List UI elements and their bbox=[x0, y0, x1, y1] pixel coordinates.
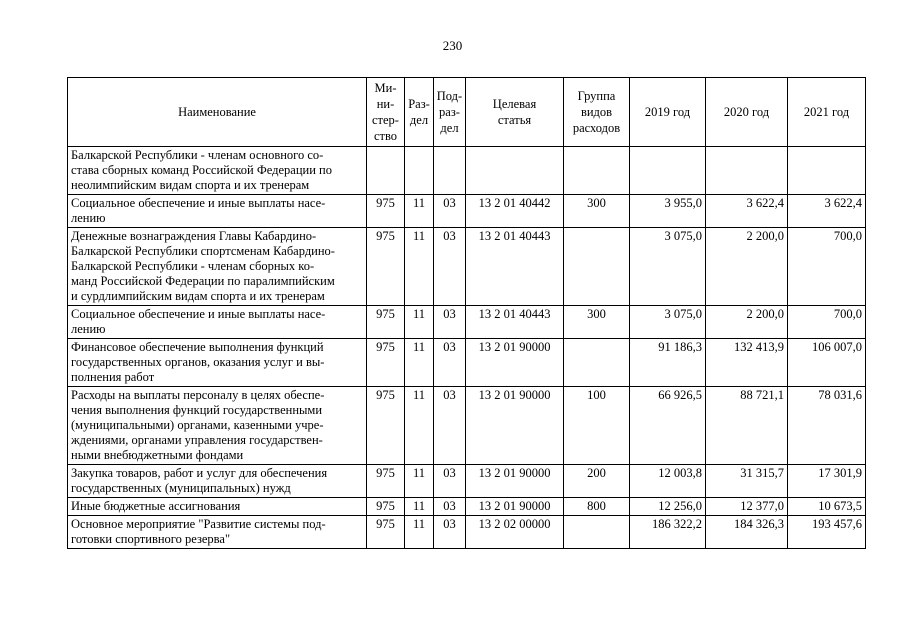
item-name-line: става сборных команд Российской Федерации по bbox=[71, 163, 332, 177]
header-line: 2020 год bbox=[723, 105, 770, 119]
amount-2021-cell: 700,0 bbox=[788, 228, 866, 306]
budget-table bbox=[67, 77, 866, 549]
target-article-cell: 13 2 01 90000 bbox=[466, 465, 564, 498]
section-cell: 11 bbox=[405, 195, 434, 228]
amount-2019-cell: 3 075,0 bbox=[630, 228, 706, 306]
header-line: 2021 год bbox=[803, 105, 850, 119]
ministry-cell: 975 bbox=[367, 498, 405, 516]
amount-2019-cell: 3 075,0 bbox=[630, 306, 706, 339]
expense-group-cell bbox=[564, 339, 630, 387]
subsection-cell: 03 bbox=[434, 228, 466, 306]
item-name-line: Балкарской Республики - членам основного со- bbox=[71, 148, 324, 162]
header-line: расходов bbox=[572, 121, 621, 135]
section-cell: 11 bbox=[405, 306, 434, 339]
header-line: ни- bbox=[376, 97, 395, 111]
table-row bbox=[68, 387, 866, 465]
target-article-cell: 13 2 01 40442 bbox=[466, 195, 564, 228]
header-section bbox=[405, 78, 434, 147]
amount-2021-cell: 106 007,0 bbox=[788, 339, 866, 387]
section-cell: 11 bbox=[405, 339, 434, 387]
item-name-line: ждениями, органами управления государствен- bbox=[71, 433, 323, 447]
subsection-cell: 03 bbox=[434, 498, 466, 516]
header-group bbox=[564, 78, 630, 147]
target-article-cell: 13 2 01 90000 bbox=[466, 339, 564, 387]
item-name-cell bbox=[68, 228, 367, 306]
item-name-line: Балкарской Республики спортсменам Кабардино- bbox=[71, 244, 335, 258]
item-name-line: неолимпийским видам спорта и их тренерам bbox=[71, 178, 310, 192]
expense-group-cell bbox=[564, 516, 630, 549]
header-line: статья bbox=[497, 113, 532, 127]
item-name-line: лению bbox=[71, 322, 106, 336]
amount-2019-cell: 91 186,3 bbox=[630, 339, 706, 387]
header-subsection bbox=[434, 78, 466, 147]
target-article-cell: 13 2 01 40443 bbox=[466, 228, 564, 306]
item-name-line: Балкарской Республики - членам сборных ко- bbox=[71, 259, 315, 273]
item-name-line: Социальное обеспечение и иные выплаты насе- bbox=[71, 196, 326, 210]
expense-group-cell: 300 bbox=[564, 306, 630, 339]
ministry-cell: 975 bbox=[367, 195, 405, 228]
amount-2021-cell: 700,0 bbox=[788, 306, 866, 339]
amount-2021-cell bbox=[788, 147, 866, 195]
header-line: Под- bbox=[436, 89, 463, 103]
subsection-cell: 03 bbox=[434, 195, 466, 228]
header-line: ство bbox=[373, 129, 398, 143]
amount-2021-cell: 78 031,6 bbox=[788, 387, 866, 465]
amount-2020-cell: 2 200,0 bbox=[706, 306, 788, 339]
amount-2020-cell bbox=[706, 147, 788, 195]
header-line: Раз- bbox=[408, 97, 430, 111]
section-cell: 11 bbox=[405, 498, 434, 516]
section-cell bbox=[405, 147, 434, 195]
header-line: Наименование bbox=[178, 105, 256, 119]
subsection-cell bbox=[434, 147, 466, 195]
expense-group-cell: 300 bbox=[564, 195, 630, 228]
item-name-line: Денежные вознаграждения Главы Кабардино- bbox=[71, 229, 317, 243]
table-row bbox=[68, 498, 866, 516]
ministry-cell: 975 bbox=[367, 516, 405, 549]
item-name-cell bbox=[68, 498, 367, 516]
expense-group-cell: 200 bbox=[564, 465, 630, 498]
item-name-cell bbox=[68, 339, 367, 387]
table-row bbox=[68, 516, 866, 549]
table-row bbox=[68, 306, 866, 339]
table-row bbox=[68, 147, 866, 195]
amount-2021-cell: 193 457,6 bbox=[788, 516, 866, 549]
page-number: 230 bbox=[442, 38, 463, 53]
section-cell: 11 bbox=[405, 387, 434, 465]
amount-2020-cell: 88 721,1 bbox=[706, 387, 788, 465]
ministry-cell: 975 bbox=[367, 339, 405, 387]
section-cell: 11 bbox=[405, 465, 434, 498]
header-line: Целевая bbox=[492, 97, 537, 111]
item-name-line: Социальное обеспечение и иные выплаты насе- bbox=[71, 307, 326, 321]
item-name-line: чения выполнения функций государственными bbox=[71, 403, 323, 417]
item-name-cell bbox=[68, 195, 367, 228]
header-line: Группа bbox=[577, 89, 616, 103]
target-article-cell: 13 2 01 40443 bbox=[466, 306, 564, 339]
header-line: стер- bbox=[372, 113, 399, 127]
item-name-line: Иные бюджетные ассигнования bbox=[71, 499, 241, 513]
header-line: Ми- bbox=[374, 81, 397, 95]
target-article-cell: 13 2 01 90000 bbox=[466, 387, 564, 465]
expense-group-cell: 800 bbox=[564, 498, 630, 516]
subsection-cell: 03 bbox=[434, 306, 466, 339]
table-row bbox=[68, 339, 866, 387]
subsection-cell: 03 bbox=[434, 465, 466, 498]
table-body bbox=[68, 147, 866, 549]
item-name-line: Основное мероприятие "Развитие системы под- bbox=[71, 517, 326, 531]
subsection-cell: 03 bbox=[434, 339, 466, 387]
subsection-cell: 03 bbox=[434, 387, 466, 465]
amount-2021-cell: 3 622,4 bbox=[788, 195, 866, 228]
table-row bbox=[68, 195, 866, 228]
header-name bbox=[68, 78, 367, 147]
amount-2021-cell: 10 673,5 bbox=[788, 498, 866, 516]
item-name-line: и сурдлимпийским видам спорта и их тренерам bbox=[71, 289, 325, 303]
item-name-cell bbox=[68, 516, 367, 549]
header-line: 2019 год bbox=[644, 105, 691, 119]
header-line: видов bbox=[580, 105, 613, 119]
item-name-cell bbox=[68, 387, 367, 465]
header-line: дел bbox=[440, 121, 459, 135]
item-name-line: государственных органов, оказания услуг и вы- bbox=[71, 355, 325, 369]
amount-2021-cell: 17 301,9 bbox=[788, 465, 866, 498]
item-name-line: манд Российской Федерации по паралимпийским bbox=[71, 274, 335, 288]
item-name-cell bbox=[68, 147, 367, 195]
ministry-cell bbox=[367, 147, 405, 195]
header-target bbox=[466, 78, 564, 147]
item-name-cell bbox=[68, 306, 367, 339]
header-2020 bbox=[706, 78, 788, 147]
amount-2020-cell: 132 413,9 bbox=[706, 339, 788, 387]
target-article-cell: 13 2 02 00000 bbox=[466, 516, 564, 549]
item-name-line: Финансовое обеспечение выполнения функций bbox=[71, 340, 324, 354]
ministry-cell: 975 bbox=[367, 228, 405, 306]
item-name-cell bbox=[68, 465, 367, 498]
table-row bbox=[68, 228, 866, 306]
ministry-cell: 975 bbox=[367, 465, 405, 498]
expense-group-cell bbox=[564, 228, 630, 306]
table-header-row bbox=[68, 78, 866, 147]
amount-2019-cell: 12 256,0 bbox=[630, 498, 706, 516]
amount-2019-cell: 12 003,8 bbox=[630, 465, 706, 498]
amount-2019-cell: 186 322,2 bbox=[630, 516, 706, 549]
header-line: раз- bbox=[439, 105, 460, 119]
item-name-line: государственных (муниципальных) нужд bbox=[71, 481, 291, 495]
item-name-line: ными внебюджетными фондами bbox=[71, 448, 244, 462]
header-2021 bbox=[788, 78, 866, 147]
amount-2019-cell: 66 926,5 bbox=[630, 387, 706, 465]
subsection-cell: 03 bbox=[434, 516, 466, 549]
section-cell: 11 bbox=[405, 516, 434, 549]
item-name-line: готовки спортивного резерва" bbox=[71, 532, 231, 546]
amount-2020-cell: 2 200,0 bbox=[706, 228, 788, 306]
item-name-line: лению bbox=[71, 211, 106, 225]
amount-2020-cell: 184 326,3 bbox=[706, 516, 788, 549]
ministry-cell: 975 bbox=[367, 387, 405, 465]
header-line: дел bbox=[409, 113, 429, 127]
table-row bbox=[68, 465, 866, 498]
item-name-line: Расходы на выплаты персоналу в целях обеспе- bbox=[71, 388, 325, 402]
header-ministry bbox=[367, 78, 405, 147]
amount-2020-cell: 31 315,7 bbox=[706, 465, 788, 498]
item-name-line: полнения работ bbox=[71, 370, 155, 384]
expense-group-cell: 100 bbox=[564, 387, 630, 465]
item-name-line: Закупка товаров, работ и услуг для обеспечения bbox=[71, 466, 328, 480]
section-cell: 11 bbox=[405, 228, 434, 306]
amount-2020-cell: 3 622,4 bbox=[706, 195, 788, 228]
amount-2019-cell: 3 955,0 bbox=[630, 195, 706, 228]
header-2019 bbox=[630, 78, 706, 147]
target-article-cell bbox=[466, 147, 564, 195]
amount-2020-cell: 12 377,0 bbox=[706, 498, 788, 516]
item-name-line: (муниципальными) органами, казенными учре- bbox=[71, 418, 324, 432]
expense-group-cell bbox=[564, 147, 630, 195]
target-article-cell: 13 2 01 90000 bbox=[466, 498, 564, 516]
amount-2019-cell bbox=[630, 147, 706, 195]
ministry-cell: 975 bbox=[367, 306, 405, 339]
